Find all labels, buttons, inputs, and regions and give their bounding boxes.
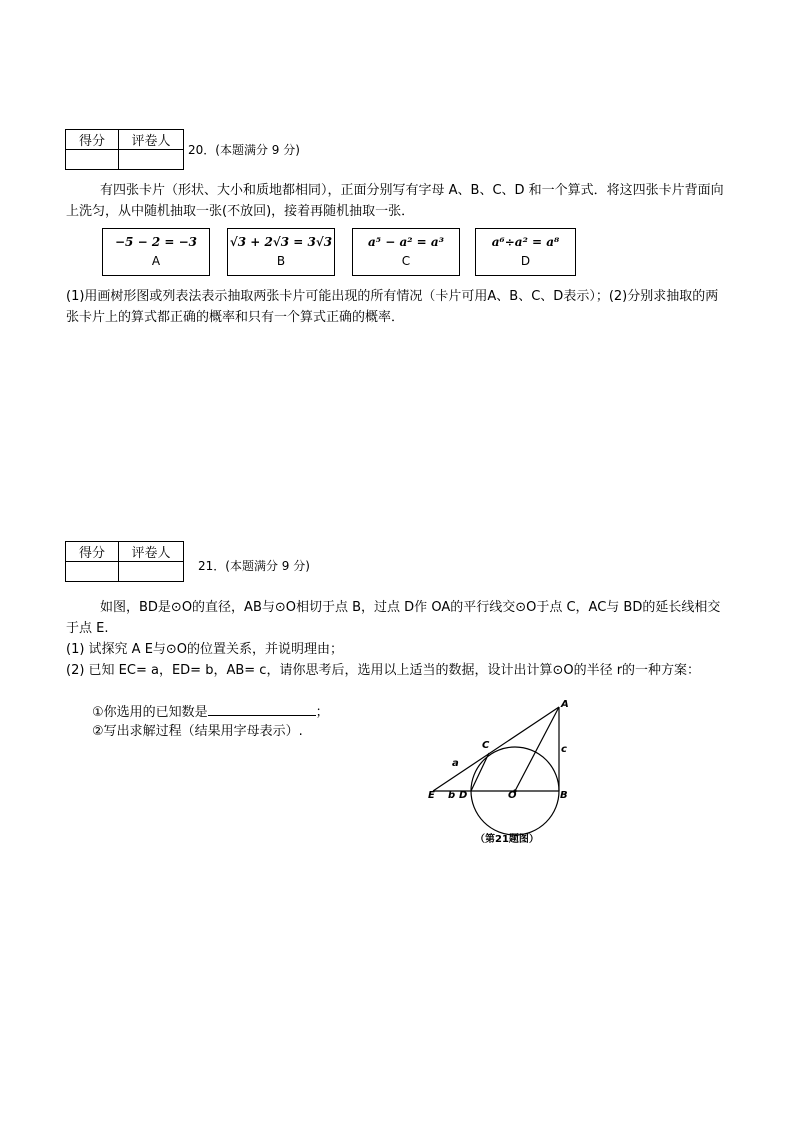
q21-step-1 [92,701,329,723]
label-b-length: b [448,790,456,801]
q21-score-box [65,541,184,582]
card-b [227,228,335,276]
card-label: B [276,254,286,268]
step-1-end: ； [315,705,329,720]
answer-blank[interactable] [208,701,316,716]
card-d [475,228,576,276]
card-expression: √3 + 2√3 = 3√3 [229,235,333,249]
score-header: 得分 [66,130,119,150]
label-e: E [428,790,435,801]
label-c-length: c [561,744,567,755]
card-expression: −5 − 2 = −3 [115,235,197,249]
figure-caption: （第21题图） [475,834,539,845]
q21-item-1: (1) 试探究 A E与⊙O的位置关系，并说明理由； [66,642,344,657]
q21-title: 21．(本题满分 9 分) [198,559,310,573]
score-header: 得分 [66,542,119,562]
label-d: D [459,790,468,801]
grader-cell[interactable] [119,562,184,582]
line-ea [433,707,559,791]
card-c [352,228,460,276]
label-c: C [482,740,490,751]
grader-header: 评卷人 [119,542,184,562]
grader-cell[interactable] [119,150,184,170]
label-a-length: a [452,758,459,769]
label-o: O [508,790,517,801]
score-cell[interactable] [66,150,119,170]
card-a [102,228,210,276]
q20-questions: (1)用画树形图或列表法表示抽取两张卡片可能出现的所有情况（卡片可用A、B、C、D表示）；(2)分别求抽取的两张卡片上的算式都正确的概率和只有一个算式正确的概率． [66,289,719,325]
grader-header: 评卷人 [119,130,184,150]
card-label: C [401,254,411,268]
geometry-figure [420,695,580,855]
segment-oa [515,707,559,791]
card-label: D [520,254,531,268]
score-cell[interactable] [66,562,119,582]
step-1-text: ①你选用的已知数是 [92,705,208,720]
q21-item-2: (2) 已知 EC= a，ED= b，AB= c，请你思考后，选用以上适当的数据，设计出计算⊙O的半径 r的一种方案： [66,663,701,678]
card-expression: a⁵ − a² = a³ [368,235,444,249]
label-b: B [560,790,568,801]
label-a: A [561,699,569,710]
q20-intro: 有四张卡片（形状、大小和质地都相同），正面分别写有字母 A、B、C、D 和一个算式．将这四张卡片背面向上洗匀，从中随机抽取一张(不放回)，接着再随机抽取一张． [66,183,724,219]
q20-score-box [65,129,184,170]
card-label: A [151,254,161,268]
q20-title: 20．(本题满分 9 分) [188,143,300,157]
q21-step-2: ②写出求解过程（结果用字母表示）. [92,724,303,739]
segment-dc [471,753,489,791]
card-expression: a⁶÷a² = a⁸ [491,235,560,249]
q21-intro: 如图，BD是⊙O的直径，AB与⊙O相切于点 B，过点 D作 OA的平行线交⊙O于点 C，AC与 BD的延长线相交于点 E. [66,600,721,636]
